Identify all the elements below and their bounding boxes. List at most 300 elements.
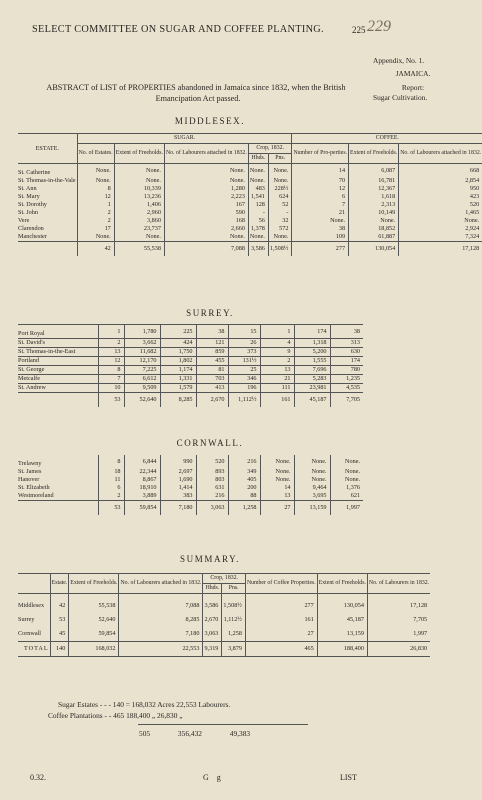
abstract-heading [28,82,368,104]
table-cell: 349 [228,468,260,476]
table-cell: 1,555 [294,357,330,366]
table-cell: 38 [330,325,363,339]
total-cell: 161 [260,393,294,408]
table-cell: 10,149 [349,209,399,217]
table-cell: None. [292,217,349,225]
table-cell: 703 [196,375,228,384]
estate-name: St. James [18,468,42,475]
table-cell: None. [77,164,114,178]
table-cell: 383 [160,492,196,501]
table-row [18,201,482,209]
table-row [18,492,363,501]
total-cell: 140 [50,642,69,657]
estate-name: St. Mary [18,193,40,200]
estate-name: St. George [18,366,98,375]
table-row [18,193,482,201]
table-cell: None. [248,177,268,185]
table-cell: 313 [330,339,363,348]
section-title-summary: SUMMARY. [180,554,240,564]
summary-total-row [18,642,430,657]
table-cell: 7,696 [294,366,330,375]
col-labourers: No. of Labourers attached in 1832. [164,144,248,164]
table-cell: 2,670 [203,613,222,627]
table-cell: 1,541 [248,193,268,201]
table-cell: None. [248,164,268,178]
footer-rule [138,724,308,725]
table-cell: - [248,209,268,217]
table-cell: 61,887 [349,233,399,242]
table-cell: 1,376 [330,484,363,492]
table-cell: 6,087 [349,164,399,178]
footer-sum-line: 505 356,432 49,383 [139,729,251,738]
table-cell: 174 [330,357,363,366]
bottom-left-code: 0.32. [30,773,46,782]
table-cell: 1,465 [399,209,482,217]
abstract-line-2: Emancipation Act passed. [155,94,241,103]
table-cell: None. [294,476,330,484]
table-cell: 624 [268,193,292,201]
table-cell: 42 [50,594,69,614]
table-cell: 12 [77,193,114,201]
estate-name: St. Thomas-in-the-Vale [18,177,76,184]
total-cell: 53 [98,501,124,516]
table-cell: 45,187 [317,613,367,627]
table-cell: 12,367 [349,185,399,193]
table-cell: 1,750 [160,348,196,357]
table-cell: 32 [268,217,292,225]
estate-name: Port Royal [18,325,98,339]
footer-coffee-line: Coffee Plantations - - 465 188,400 „ 26,830 „ [48,711,183,720]
summary-col-properties: Number of Coffee Properties. [245,574,317,594]
table-cell: 1,235 [330,375,363,384]
total-cell: 42 [77,242,114,257]
table-cell: 8 [98,366,124,375]
estate-name: Hanover [18,476,40,483]
table-cell: 2,223 [164,193,248,201]
table-cell: 13 [260,366,294,375]
table-cell: 216 [228,455,260,468]
table-cell: 455 [196,357,228,366]
summary-col-coffee-extent: Extent of Freeholds. [317,574,367,594]
total-cell: 7,180 [160,501,196,516]
col-properties: Number of Pro-perties. [292,144,349,164]
estate-name: Manchester [18,233,47,240]
side-note-report: Report: [401,83,425,92]
table-cell: 11,682 [124,348,160,357]
table-row [18,476,363,484]
table-row [18,233,482,242]
table-cell: 7,324 [399,233,482,242]
table-cell: 3,860 [114,217,164,225]
table-cell: 216 [196,492,228,501]
total-cell: 26,830 [367,642,430,657]
col-no-estates: No. of Estates. [77,144,114,164]
table-cell: 6,612 [124,375,160,384]
total-label: TOTAL [18,642,50,657]
estate-name: St. Thomas-in-the-East [18,348,98,357]
table-cell: 10,339 [114,185,164,193]
side-note-appendix: Appendix, No. 1. [373,56,425,65]
table-cell: 2 [77,217,114,225]
table-cell: 23,737 [114,225,164,233]
summary-row [18,627,430,642]
surrey-table [18,324,363,407]
summary-row [18,613,430,627]
estate-name: St. Ann [18,185,37,192]
table-cell: 27 [245,627,317,642]
table-cell: 3,586 [203,594,222,614]
section-title-middlesex: MIDDLESEX. [174,116,246,126]
total-cell: 55,538 [114,242,164,257]
table-cell: 630 [330,348,363,357]
table-cell: 5,200 [294,348,330,357]
table-cell: None. [294,468,330,476]
summary-col-hhds: Hhds. [203,584,222,594]
table-cell: 405 [228,476,260,484]
table-cell: 196 [228,384,260,393]
middlesex-table [18,133,482,256]
total-row [18,393,363,408]
table-cell: 18 [98,468,124,476]
table-cell: 17 [77,225,114,233]
table-cell: 9,509 [124,384,160,393]
table-row [18,209,482,217]
total-row [18,501,363,516]
table-cell: None. [114,177,164,185]
summary-col-coffee-labourers: No. of Labourers in 1832. [367,574,430,594]
district-name: Middlesex [18,602,45,609]
col-coffee: COFFEE. [292,134,482,144]
table-cell: 1 [98,325,124,339]
total-cell: 277 [292,242,349,257]
table-cell: 8 [98,455,124,468]
total-cell: 1,112½ [228,393,260,408]
table-cell: 228½ [268,185,292,193]
table-cell: 7,225 [124,366,160,375]
table-cell: 1,280 [164,185,248,193]
estate-name: Westmoreland [18,492,54,499]
total-cell: 188,400 [317,642,367,657]
table-cell: 2,854 [399,177,482,185]
table-cell: None. [248,233,268,242]
estate-name: St. David's [18,339,98,348]
table-cell: 26 [228,339,260,348]
estate-name: Trelawny [18,460,42,467]
table-cell: 5,283 [294,375,330,384]
total-cell: 168,032 [69,642,119,657]
table-cell: 21 [292,209,349,217]
table-row [18,225,482,233]
table-cell: None. [77,177,114,185]
table-cell: 52 [268,201,292,209]
total-cell: 3,063 [196,501,228,516]
table-cell: 3,889 [124,492,160,501]
table-row [18,325,363,339]
table-cell: 1,318 [294,339,330,348]
table-cell: 25 [228,366,260,375]
table-cell: 423 [399,193,482,201]
cornwall-table [18,455,363,515]
table-cell: 1,258 [222,627,246,642]
table-cell: 2,697 [160,468,196,476]
estate-name: St. John [18,209,38,216]
table-cell: 18,852 [349,225,399,233]
table-cell: 2,313 [349,201,399,209]
table-row [18,348,363,357]
table-cell: 81 [196,366,228,375]
table-cell: 621 [330,492,363,501]
table-cell: 1,331 [160,375,196,384]
table-cell: 2 [98,492,124,501]
table-cell: None. [268,164,292,178]
table-row [18,384,363,393]
table-cell: 1 [77,201,114,209]
table-cell: 131½ [228,357,260,366]
total-cell: 9,319 [203,642,222,657]
table-cell: None. [164,164,248,178]
table-cell: 16,781 [349,177,399,185]
estate-name: St. Andrew [18,384,98,393]
total-cell: 53 [98,393,124,408]
table-cell: 174 [294,325,330,339]
table-cell: None. [164,177,248,185]
table-cell: None. [330,468,363,476]
table-cell: 18,910 [124,484,160,492]
summary-table [18,573,430,657]
table-row [18,484,363,492]
table-cell: 3,695 [294,492,330,501]
table-cell: 1,112½ [222,613,246,627]
section-title-surrey: SURREY. [186,308,234,318]
catchword: LIST [340,773,357,782]
table-cell: 2,960 [114,209,164,217]
table-cell: 21 [260,375,294,384]
table-row [18,164,482,178]
table-cell: 859 [196,348,228,357]
total-cell: 52,640 [124,393,160,408]
table-cell: 161 [245,613,317,627]
total-cell: 45,187 [294,393,330,408]
table-cell: 572 [268,225,292,233]
total-cell: 13,159 [294,501,330,516]
table-cell: 7,705 [367,613,430,627]
table-row [18,366,363,375]
col-coffee-extent: Extent of Freeholds. [349,144,399,164]
total-row [18,242,482,257]
table-cell: 38 [196,325,228,339]
table-cell: 6,844 [124,455,160,468]
table-cell: None. [260,476,294,484]
col-coffee-labourers: No. of Labourers attached in 1832. [399,144,482,164]
total-cell: 1,508½ [268,242,292,257]
table-cell: 55,538 [69,594,119,614]
footer-sugar-line: Sugar Estates - - - 140 = 168,032 Acres 22,553 Labourers. [58,700,231,709]
table-cell: 7,180 [119,627,203,642]
table-cell: 56 [248,217,268,225]
table-cell: 88 [228,492,260,501]
table-cell: 111 [260,384,294,393]
total-cell: 59,854 [124,501,160,516]
page-number: 225 [352,25,366,35]
table-row [18,185,482,193]
col-extent: Extent of Freeholds. [114,144,164,164]
section-title-cornwall: CORNWALL. [176,438,244,448]
table-cell: 59,854 [69,627,119,642]
table-cell: 38 [292,225,349,233]
table-cell: 53 [50,613,69,627]
table-cell: 631 [196,484,228,492]
table-row [18,177,482,185]
table-cell: None. [114,164,164,178]
table-cell: None. [399,217,482,225]
table-cell: 1,690 [160,476,196,484]
table-cell: 4 [260,339,294,348]
total-cell: 27 [260,501,294,516]
table-cell: 7 [292,201,349,209]
table-cell: 483 [248,185,268,193]
table-cell: 2,660 [164,225,248,233]
table-cell: 1,618 [349,193,399,201]
table-cell: 121 [196,339,228,348]
total-cell: 2,670 [196,393,228,408]
summary-col-crop: Crop, 1832. [203,574,245,584]
table-cell: 346 [228,375,260,384]
table-cell: 1,508½ [222,594,246,614]
side-note-topic: Sugar Cultivation. [373,93,428,102]
table-row [18,357,363,366]
table-cell: None. [268,177,292,185]
table-cell: 990 [160,455,196,468]
table-cell: 70 [292,177,349,185]
table-cell: 128 [248,201,268,209]
table-cell: 1,802 [160,357,196,366]
table-cell: 1,378 [248,225,268,233]
table-cell: - [268,209,292,217]
table-cell: 6 [292,193,349,201]
page-header: SELECT COMMITTEE ON SUGAR AND COFFEE PLANTING. [32,24,324,35]
table-cell: 803 [196,476,228,484]
table-cell: 12,170 [124,357,160,366]
table-cell: 12 [292,185,349,193]
estate-name: Portland [18,357,98,366]
table-row [18,468,363,476]
total-cell: 22,553 [119,642,203,657]
total-cell: 3,586 [248,242,268,257]
table-cell: 413 [196,384,228,393]
total-cell: 17,128 [399,242,482,257]
summary-col-extent: Extent of Freeholds. [69,574,119,594]
district-name: Surrey [18,616,35,623]
table-cell: None. [114,233,164,242]
table-cell: 1,579 [160,384,196,393]
table-cell: 3,662 [124,339,160,348]
table-cell: 12 [98,357,124,366]
table-cell: 3,063 [203,627,222,642]
table-cell: 9,464 [294,484,330,492]
district-name: Cornwall [18,630,42,637]
col-estate: ESTATE. [18,134,77,164]
col-crop: Crop, 1832. [248,144,292,154]
table-cell: 1,414 [160,484,196,492]
summary-col-pns: Pns. [222,584,246,594]
total-cell: 8,285 [160,393,196,408]
table-cell: 6 [98,484,124,492]
col-sugar: SUGAR. [77,134,292,144]
table-cell: 17,128 [367,594,430,614]
total-cell: 7,088 [164,242,248,257]
table-cell: 520 [196,455,228,468]
side-note-jamaica: JAMAICA. [395,69,431,78]
table-cell: 8,285 [119,613,203,627]
table-cell: 373 [228,348,260,357]
total-cell: 465 [245,642,317,657]
table-cell: 1,780 [124,325,160,339]
col-pns: Pns. [268,154,292,164]
table-cell: None. [330,455,363,468]
table-cell: None. [77,233,114,242]
table-cell: 2 [98,339,124,348]
table-cell: 225 [160,325,196,339]
table-cell: 9 [260,348,294,357]
table-cell: 15 [228,325,260,339]
total-cell: 1,258 [228,501,260,516]
total-cell: 130,054 [349,242,399,257]
table-row [18,217,482,225]
signature-mark: G g [203,773,224,782]
table-cell: None. [349,217,399,225]
table-cell: 52,640 [69,613,119,627]
table-cell: None. [294,455,330,468]
table-cell: 109 [292,233,349,242]
table-cell: 14 [260,484,294,492]
table-cell: 13 [260,492,294,501]
table-cell: 11 [98,476,124,484]
table-cell: 13 [98,348,124,357]
table-cell: 7 [98,375,124,384]
table-cell: 200 [228,484,260,492]
estate-name: Clarendon [18,225,44,232]
table-cell: 23,981 [294,384,330,393]
table-cell: None. [268,233,292,242]
table-cell: 22,344 [124,468,160,476]
table-cell: 780 [330,366,363,375]
table-cell: 13,159 [317,627,367,642]
table-cell: 8,867 [124,476,160,484]
table-row [18,455,363,468]
estate-name: Vere [18,217,30,224]
handwritten-page-number: 229 [367,18,391,35]
estate-name: St. Dorothy [18,201,47,208]
table-cell: 1,997 [367,627,430,642]
table-cell: 7,088 [119,594,203,614]
total-cell: 1,997 [330,501,363,516]
summary-col-labourers: No. of Labourers attached in 1832. [119,574,203,594]
table-cell: None. [164,233,248,242]
table-cell: 2 [260,357,294,366]
table-cell: 8 [77,185,114,193]
table-cell: 2,924 [399,225,482,233]
table-cell: 893 [196,468,228,476]
estate-name: Metcalfe [18,375,98,384]
table-cell: 1,406 [114,201,164,209]
table-cell: 950 [399,185,482,193]
table-cell: None. [330,476,363,484]
estate-name: St. Elizabeth [18,484,50,491]
table-row [18,375,363,384]
side-note [373,56,453,103]
table-cell: 168 [164,217,248,225]
table-row [18,339,363,348]
